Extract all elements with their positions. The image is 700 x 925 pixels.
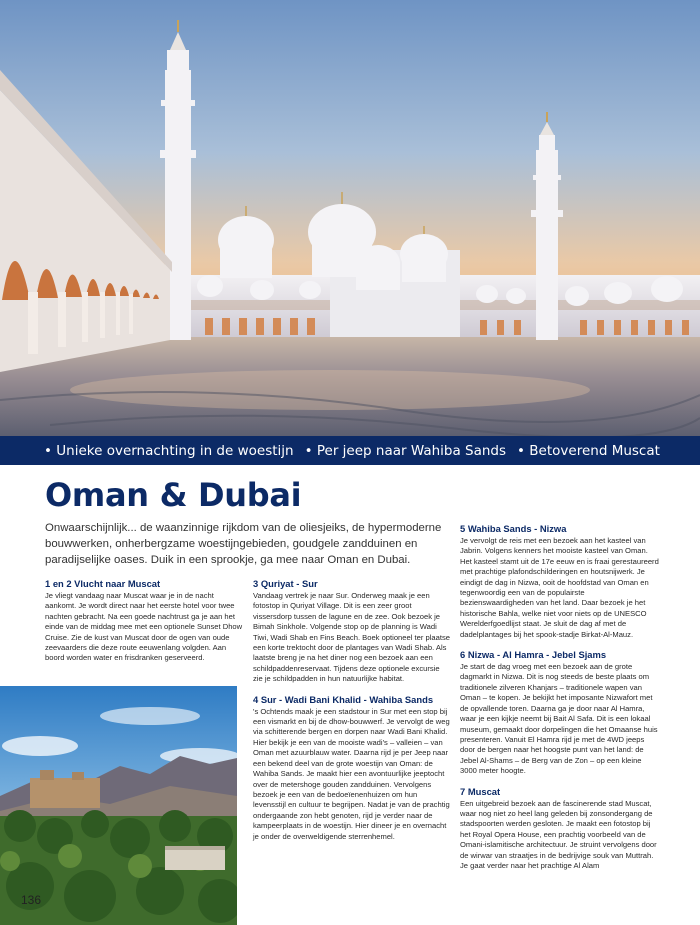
section-heading: 5 Wahiba Sands - Nizwa	[460, 523, 567, 534]
page-number: 136	[21, 893, 42, 907]
oasis-fort-photo	[0, 686, 237, 925]
section-body: Je vliegt vandaag naar Muscat waar je in de nacht aankomt. Je wordt direct naar het eerste hotel voor twee nachten gebracht. Na een goede nachtrust ga je aan het einde van de middag mee met een optionele Sunset Dhow Cruise. Zie de kust van Muscat door de ogen van oude zeevaarders die deze route eeuwenlang volgden. Aan boord worden water en frisdranken geserveerd.	[45, 591, 243, 663]
column-3	[460, 523, 660, 880]
hero-photo-mosque	[0, 0, 700, 436]
section-heading: 6 Nizwa - Al Hamra - Jebel Sjams	[460, 649, 607, 661]
section-heading: 3 Quriyat - Sur	[253, 578, 318, 589]
section-body: Je vervolgt de reis met een bezoek aan het kasteel van Jabrin. Volgens kenners het mooiste kasteel van Oman. Het kasteel stamt uit de 17e eeuw en is fraai gerestaureerd met prachtige plafondschilderingen en houtsnijwerk. Je eindigt de dag in Nizwa, ooit de hoofdstad van Oman en tegenwoordig een van de populairste bezienswaardigheden van het land. Daar bezoek je het historische Bahla, welke niet voor niets op de UNESCO Werelderfgoedlijst staat. Je sluit de dag af met de dadelplantages bij het spook-stadje Birkat-Al-Mauz.	[460, 536, 659, 639]
highlights-banner	[0, 436, 700, 465]
section-body: Vandaag vertrek je naar Sur. Onderweg maak je een fotostop in Quriyat Village. Dit is een zeer groot vissersdorp tussen de lagune en de zee. Ook bezoek je Bimah Sinkhole. Volgende stop op de planning is Wadi Tiwi, Wadi Shab en Fins Beach. Boek optioneel ter plaatse een korte trektocht door de plantages van Wadi Shab. Als laatste breng je na het diner nog een bezoek aan een schildpaddenreservaat. Tijdens deze optionele excursie zie je schildpadden in hun natuurlijke habitat.	[253, 591, 450, 684]
highlight-item: • Unieke overnachting in de woestijn	[44, 443, 294, 459]
column-1	[45, 578, 243, 673]
page-title: Oman & Dubai	[45, 476, 302, 514]
section-heading: 1 en 2 Vlucht naar Muscat	[45, 578, 161, 589]
section-body: 's Ochtends maak je een stadstour in Sur met een stop bij een vismarkt en bij de dhow-bouwwerf. Je vervolgt de weg via schitterende bergen en dorpen naar Wadi Bani Khalid. Hier bekijk je een van de mooiste wadi's – valleien – van Oman met azuurblauw water. Daarna rijd je per Jeep naar een bekend deel van de grote woestijn van Oman: de Wahiba Sands. Je maakt hier een avontuurlijke jeeptocht over de metershoge gouden zandduinen. Vervolgens bezoek je een van de bedoeïenenhuizen om hun levensstijl en cultuur te begrijpen. Nadat je van de prachtig ondergaande zon hebt genoten, rijd je verder naar de kampeerplaats in de woestijn. Hier dineer je en overnacht je onder de overweldigende sterrenhemel.	[253, 706, 450, 841]
column-2	[253, 578, 451, 851]
section-body: Een uitgebreid bezoek aan de fascinerende stad Muscat, waar nog niet zo heel lang geleden bij zonsondergang de stadspoorten werden gesloten. Je maakt een fotostop bij het Royal Opera House, een prachtig voorbeeld van de Omani-islamitische architectuur. Je struint vervolgens door de wirwar van straatjes in de bedrijvige souk van Muttrah. Je gaat verder naar het prachtige Al Alam	[460, 798, 657, 870]
intro-text: Onwaarschijnlijk... de waanzinnige rijkdom van de oliesjeiks, de hypermoderne bouwwerken, onherbergzame woestijngebieden, goudgele zandduinen en paradijselijke oases. Duik in een sprookje, ga mee naar Oman en Dubai.	[45, 522, 442, 566]
highlight-item: • Betoverend Muscat	[517, 443, 660, 459]
section-heading: 4 Sur - Wadi Bani Khalid - Wahiba Sands	[253, 693, 434, 705]
highlight-item: • Per jeep naar Wahiba Sands	[305, 443, 506, 459]
section-body: Je start de dag vroeg met een bezoek aan de grote dagmarkt in Nizwa. Dit is nog steeds de beste plaats om traditionele zilveren Khanjars – traditionele wapen van Oman – te kopen. Je bekijkt het imposante Nizwafort met de opvallende toren. Daarna ga je door naar Al Hamra, waar je een kijkje neemt bij Bait Al Safa. Dit is een lokaal museum, gemaakt door dorpelingen die het Omaanse huis presenteren. Vanuit El Hamra rijd je met de 4WD jeeps door de bergen naar het hoogste punt van het land: de Jebel Al-Shams – de Berg van de Zon – op een kleine 3000 meter hoogte.	[460, 662, 658, 776]
section-heading: 7 Muscat	[460, 785, 501, 797]
